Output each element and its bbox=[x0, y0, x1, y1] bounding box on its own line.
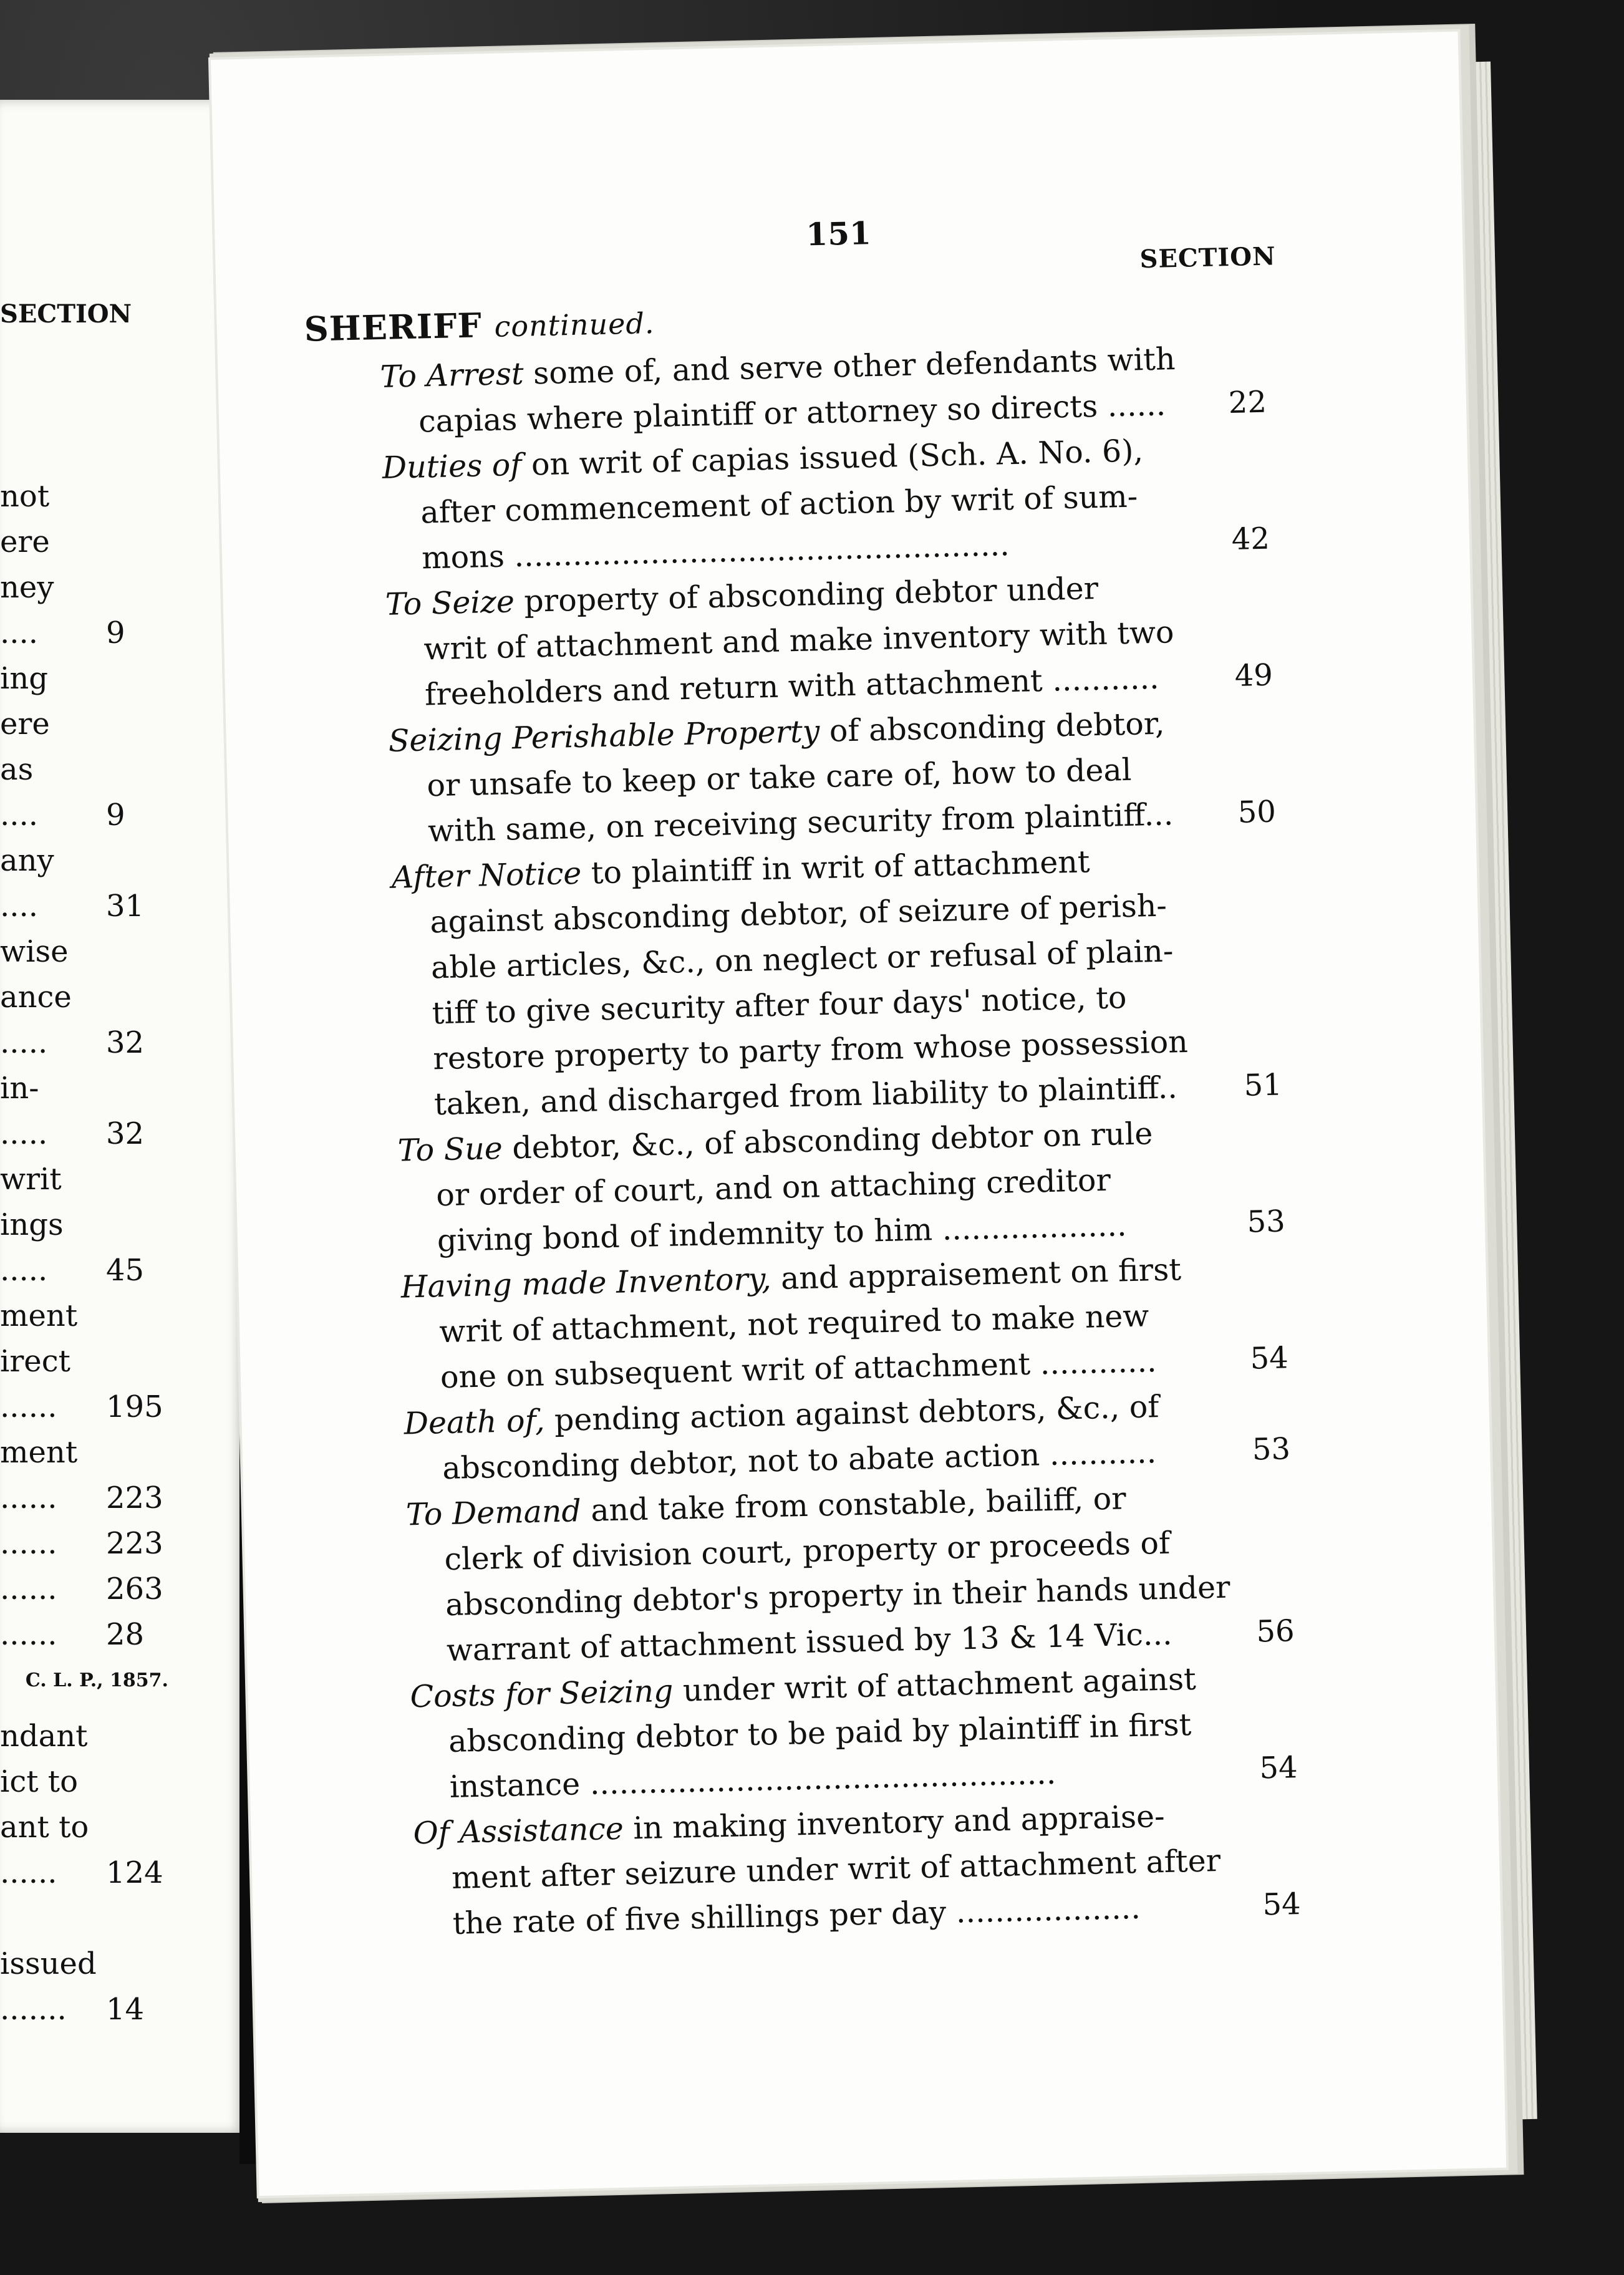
left-fragment: ant to bbox=[0, 1810, 89, 1845]
entry-lead: To Sue bbox=[397, 1130, 513, 1169]
left-section-ref: 9 bbox=[106, 616, 125, 650]
left-row bbox=[0, 1941, 237, 1987]
entry-lead: Duties of bbox=[382, 447, 532, 486]
left-fragment: ...... bbox=[0, 1855, 57, 1890]
entry-lead: Seizing Perishable Property bbox=[388, 713, 830, 759]
index-entry bbox=[412, 1792, 1302, 1947]
entry-text: tiff to give security after four days' notice, to bbox=[432, 980, 1128, 1031]
left-section-ref: 32 bbox=[106, 1025, 145, 1060]
left-row bbox=[0, 1111, 237, 1157]
left-row bbox=[0, 1066, 237, 1111]
index-entry bbox=[385, 564, 1274, 718]
entry-text: freeholders and return with attachment ........... bbox=[424, 660, 1160, 713]
entry-text: on writ of capias issued (Sch. A. No. 6), bbox=[531, 433, 1144, 483]
left-fragment: ..... bbox=[0, 1025, 48, 1060]
right-page bbox=[211, 32, 1506, 2196]
entry-text: and appraisement on first bbox=[780, 1252, 1182, 1297]
entry-text: one on subsequent writ of attachment ............ bbox=[440, 1343, 1158, 1396]
entry-lead: To Demand bbox=[405, 1492, 592, 1533]
left-fragment: ...... bbox=[0, 1617, 57, 1652]
left-fragment: ...... bbox=[0, 1572, 57, 1606]
entry-text: taken, and discharged from liability to plaintiff.. bbox=[433, 1070, 1178, 1123]
left-row bbox=[0, 565, 237, 611]
left-section-ref: 223 bbox=[106, 1480, 163, 1515]
left-row bbox=[0, 1202, 237, 1248]
left-section-ref: 124 bbox=[106, 1855, 163, 1890]
left-row bbox=[0, 1759, 237, 1805]
left-page bbox=[0, 100, 248, 2133]
left-fragment: ict to bbox=[0, 1764, 78, 1799]
entry-text: mons ................................................... bbox=[421, 527, 1010, 576]
heading-title: SHERIFF bbox=[304, 305, 483, 349]
left-row bbox=[0, 1567, 237, 1612]
entry-text: and take from constable, bailiff, or bbox=[590, 1480, 1127, 1529]
left-fragment: ...... bbox=[0, 1526, 57, 1561]
left-section-ref: 263 bbox=[106, 1572, 163, 1606]
left-row bbox=[0, 1896, 237, 1941]
left-fragment: ment bbox=[0, 1298, 78, 1333]
left-fragment: wise bbox=[0, 934, 69, 969]
left-fragment: ney bbox=[0, 570, 54, 605]
entry-lead: Death of, bbox=[404, 1403, 555, 1442]
left-fragment: writ bbox=[0, 1162, 62, 1197]
left-row bbox=[0, 611, 237, 656]
index-entry bbox=[404, 1383, 1291, 1492]
index-entry bbox=[409, 1656, 1298, 1810]
entry-text: able articles, &c., on neglect or refusal of plain- bbox=[430, 933, 1174, 986]
left-fragment: ....... bbox=[0, 1992, 67, 2027]
left-section-ref: 45 bbox=[106, 1253, 145, 1288]
section-ref: 50 bbox=[1237, 794, 1277, 830]
heading-continued: continued. bbox=[494, 306, 655, 344]
entry-text: writ of attachment and make inventory with two bbox=[423, 614, 1175, 667]
left-fragment: ere bbox=[0, 524, 50, 559]
entry-text: with same, on receiving security from plaintiff... bbox=[427, 796, 1174, 849]
left-page-text bbox=[0, 474, 237, 2032]
section-ref: 51 bbox=[1244, 1067, 1283, 1103]
left-fragment: in- bbox=[0, 1071, 39, 1106]
left-fragment: ance bbox=[0, 980, 72, 1015]
left-fragment: .... bbox=[0, 889, 39, 924]
left-fragment: not bbox=[0, 479, 50, 514]
left-fragment: .... bbox=[0, 616, 39, 650]
entry-text: ment after seizure under writ of attachment after bbox=[451, 1843, 1221, 1896]
entry-text: property of absconding debtor under bbox=[523, 570, 1099, 619]
left-row bbox=[0, 1430, 237, 1476]
left-fragment: ings bbox=[0, 1207, 64, 1242]
left-section-ref: 14 bbox=[106, 1992, 145, 2027]
left-fragment: ...... bbox=[0, 1389, 57, 1424]
left-row bbox=[0, 1987, 237, 2032]
entry-lead: After Notice bbox=[391, 855, 592, 896]
index-entry bbox=[397, 1109, 1286, 1264]
left-row bbox=[0, 1521, 237, 1567]
entry-text: debtor, &c., of absconding debtor on rule bbox=[511, 1116, 1153, 1166]
left-row bbox=[0, 656, 237, 702]
left-fragment: irect bbox=[0, 1344, 70, 1379]
left-column-header: SECTION bbox=[0, 299, 132, 329]
left-row bbox=[0, 1805, 237, 1850]
left-row bbox=[0, 793, 237, 838]
left-section-ref: 28 bbox=[106, 1617, 145, 1652]
entry-text: clerk of division court, property or proceeds of bbox=[444, 1525, 1171, 1578]
entry-lead: To Seize bbox=[385, 583, 525, 622]
entry-text: absconding debtor, not to abate action ........... bbox=[442, 1434, 1157, 1487]
index-body bbox=[304, 282, 1313, 1949]
left-fragment: any bbox=[0, 843, 54, 878]
left-fragment: ..... bbox=[0, 1253, 48, 1288]
entry-text: of absconding debtor, bbox=[829, 705, 1165, 749]
index-entry bbox=[382, 427, 1270, 582]
entry-text: writ of attachment, not required to make new bbox=[438, 1298, 1149, 1350]
entry-text: capias where plaintiff or attorney so directs ...... bbox=[418, 387, 1166, 440]
entry-text: to plaintiff in writ of attachment bbox=[591, 844, 1091, 891]
left-fragment: ...... bbox=[0, 1480, 57, 1515]
section-ref: 53 bbox=[1252, 1431, 1291, 1467]
left-row bbox=[0, 519, 237, 565]
section-ref: 54 bbox=[1249, 1340, 1289, 1376]
left-row bbox=[0, 747, 237, 793]
left-row bbox=[0, 1850, 237, 1896]
entry-text: restore property to party from whose possession bbox=[432, 1023, 1189, 1077]
entry-text: absconding debtor's property in their hands under bbox=[445, 1569, 1231, 1623]
entry-text: pending action against debtors, &c., of bbox=[554, 1389, 1160, 1439]
left-section-ref: 32 bbox=[106, 1116, 145, 1151]
section-ref: 54 bbox=[1259, 1750, 1298, 1786]
entry-text: against absconding debtor, of seizure of perish- bbox=[429, 887, 1167, 940]
index-entry bbox=[405, 1474, 1295, 1674]
entry-text: or unsafe to keep or take care of, how to deal bbox=[426, 751, 1132, 804]
left-row bbox=[0, 1248, 237, 1293]
entry-text: warrant of attachment issued by 13 & 14 Vic... bbox=[446, 1616, 1173, 1669]
entry-lead: To Arrest bbox=[379, 355, 534, 395]
section-column-header: SECTION bbox=[1139, 241, 1277, 274]
entry-lead: Of Assistance bbox=[412, 1810, 634, 1852]
left-row bbox=[0, 975, 237, 1020]
index-entry bbox=[379, 336, 1267, 445]
entry-text: or order of court, and on attaching creditor bbox=[435, 1162, 1111, 1214]
left-row bbox=[0, 1339, 237, 1384]
left-row bbox=[0, 474, 237, 519]
index-entry bbox=[400, 1246, 1289, 1401]
left-row bbox=[0, 929, 237, 975]
entry-text: absconding debtor to be paid by plaintiff in first bbox=[448, 1707, 1192, 1760]
left-fragment: issued bbox=[0, 1946, 97, 1981]
left-section-ref: 223 bbox=[106, 1526, 163, 1561]
index-entry bbox=[391, 837, 1283, 1128]
entry-text: the rate of five shillings per day ................... bbox=[452, 1890, 1141, 1941]
section-ref: 49 bbox=[1234, 657, 1274, 693]
entry-text: in making inventory and appraise- bbox=[632, 1799, 1166, 1847]
left-section-ref: 31 bbox=[106, 889, 145, 924]
entry-lead: Having made Inventory, bbox=[400, 1260, 781, 1305]
page-number: 151 bbox=[805, 215, 872, 253]
left-fragment: as bbox=[0, 752, 34, 787]
left-row bbox=[0, 1612, 237, 1658]
left-row bbox=[0, 702, 237, 747]
section-ref: 53 bbox=[1246, 1204, 1286, 1240]
entry-text: some of, and serve other defendants with bbox=[533, 341, 1176, 392]
entry-text: after commencement of action by writ of sum- bbox=[420, 478, 1138, 531]
left-row bbox=[0, 1293, 237, 1339]
left-row bbox=[0, 1476, 237, 1521]
left-row bbox=[0, 1020, 237, 1066]
entry-text: instance ................................................ bbox=[449, 1755, 1056, 1805]
index-entry bbox=[388, 700, 1277, 855]
section-ref: 22 bbox=[1228, 384, 1267, 421]
left-row bbox=[0, 1714, 237, 1759]
left-section-ref: 9 bbox=[106, 798, 125, 833]
entry-text: under writ of attachment against bbox=[682, 1661, 1197, 1709]
section-ref: 56 bbox=[1255, 1613, 1295, 1649]
left-row bbox=[0, 1157, 237, 1202]
entry-text: giving bond of indemnity to him ................... bbox=[437, 1207, 1128, 1259]
left-row bbox=[0, 1384, 237, 1430]
section-ref: 54 bbox=[1262, 1886, 1302, 1923]
left-note: C. L. P., 1857. bbox=[25, 1669, 168, 1691]
left-fragment: ndant bbox=[0, 1719, 88, 1754]
section-ref: 42 bbox=[1231, 521, 1270, 558]
left-row bbox=[0, 838, 237, 884]
left-fragment: ment bbox=[0, 1435, 78, 1470]
left-fragment: .... bbox=[0, 798, 39, 833]
index-entries bbox=[305, 334, 1314, 1949]
left-fragment: ere bbox=[0, 707, 50, 741]
left-section-ref: 195 bbox=[106, 1389, 163, 1424]
entry-lead: Costs for Seizing bbox=[409, 1673, 684, 1715]
left-fragment: ing bbox=[0, 661, 48, 696]
left-fragment: ..... bbox=[0, 1116, 48, 1151]
left-row bbox=[0, 884, 237, 929]
